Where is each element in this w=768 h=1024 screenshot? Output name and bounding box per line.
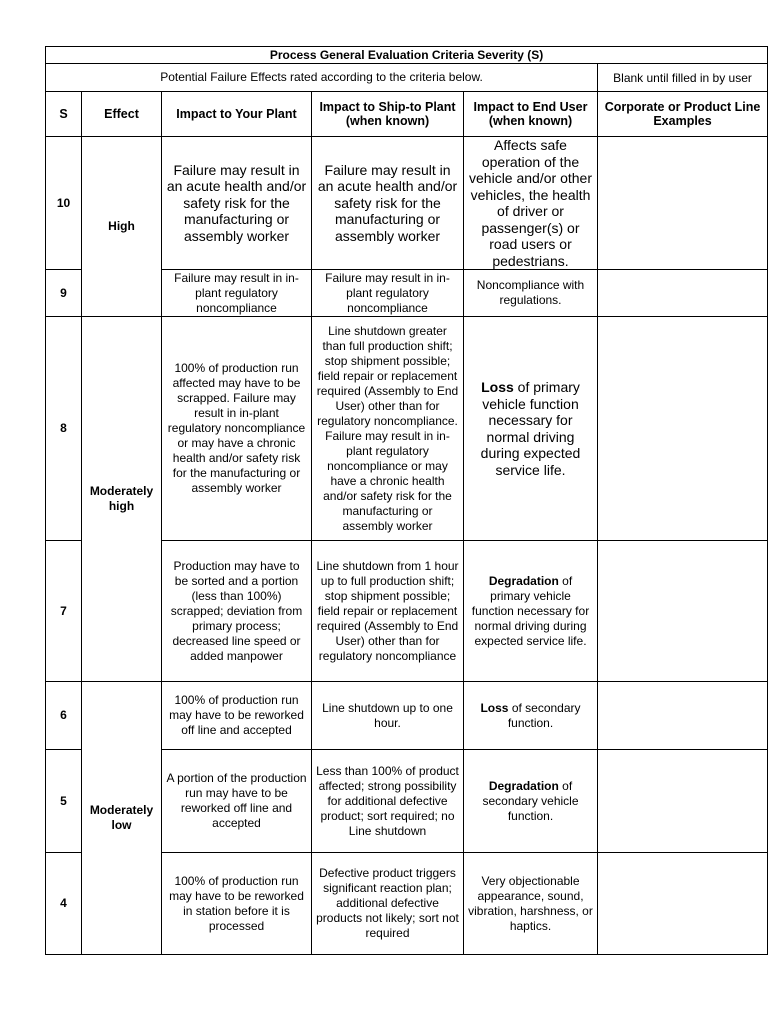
severity-value: 6 (46, 682, 82, 750)
corp-examples[interactable] (598, 137, 768, 270)
ship-impact: Line shutdown greater than full production shift; stop shipment possible; field repair or replacement required (Assembly to End User) other than for regulatory noncompliance. Failure may result in in-plant regulatory noncompliance or may have a chronic health and/or safety risk for the manufacturing or assembly worker (312, 317, 464, 541)
corp-examples[interactable] (598, 317, 768, 541)
user-impact-keyword: Degradation (488, 573, 559, 588)
plant-impact: 100% of production run affected may have to be scrapped. Failure may result in in-plant regulatory noncompliance or may have a chronic health and/or safety risk for the manufacturing or assembly worker (162, 317, 312, 541)
plant-impact: A portion of the production run may have to be reworked off line and accepted (162, 750, 312, 853)
header-plant: Impact to Your Plant (162, 92, 312, 137)
header-ship: Impact to Ship-to Plant (when known) (312, 92, 464, 137)
corp-examples[interactable] (598, 270, 768, 317)
ship-impact: Line shutdown from 1 hour up to full production shift; stop shipment possible; field repair or replacement required (Assembly to End User) other than for regulatory noncompliance (312, 541, 464, 682)
table-row (46, 137, 768, 270)
plant-impact: 100% of production run may have to be reworked in station before it is processed (162, 853, 312, 955)
user-impact-keyword: Loss (480, 700, 509, 715)
ship-impact: Defective product triggers significant reaction plan; additional defective products not likely; sort not required (312, 853, 464, 955)
user-impact (464, 750, 598, 853)
severity-value: 5 (46, 750, 82, 853)
user-impact: Affects safe operation of the vehicle and/or other vehicles, the health of driver or passenger(s) or road users or pedestrians. (464, 137, 598, 270)
user-impact-text: of primary vehicle function necessary for normal driving during expected service life. (471, 573, 590, 648)
table-subtitle: Potential Failure Effects rated according to the criteria below. (46, 64, 598, 92)
user-impact: Very objectionable appearance, sound, vibration, harshness, or haptics. (464, 853, 598, 955)
user-impact-keyword: Loss (481, 379, 514, 395)
user-impact-keyword: Degradation (488, 778, 559, 793)
header-effect: Effect (82, 92, 162, 137)
header-corp: Corporate or Product Line Examples (598, 92, 768, 137)
ship-impact: Failure may result in in-plant regulatory noncompliance (312, 270, 464, 317)
ship-impact: Less than 100% of product affected; strong possibility for additional defective product; sort required; no Line shutdown (312, 750, 464, 853)
plant-impact: 100% of production run may have to be reworked off line and accepted (162, 682, 312, 750)
severity-value: 8 (46, 317, 82, 541)
severity-table (45, 46, 768, 955)
corp-examples[interactable] (598, 682, 768, 750)
effect-moderately-low: Moderately low (82, 682, 162, 955)
severity-value: 4 (46, 853, 82, 955)
corp-examples[interactable] (598, 541, 768, 682)
ship-impact: Failure may result in an acute health and/or safety risk for the manufacturing or assembly worker (312, 137, 464, 270)
user-impact-text: of primary vehicle function necessary for normal driving during expected service life. (480, 379, 581, 478)
severity-value: 10 (46, 137, 82, 270)
user-impact-text: of secondary function. (507, 700, 581, 730)
table-row (46, 682, 768, 750)
effect-high: High (82, 137, 162, 317)
user-impact (464, 682, 598, 750)
user-impact (464, 317, 598, 541)
header-user: Impact to End User (when known) (464, 92, 598, 137)
blank-note: Blank until filled in by user (598, 64, 768, 92)
corp-examples[interactable] (598, 750, 768, 853)
user-impact-text: of secondary vehicle function. (482, 778, 579, 823)
plant-impact: Production may have to be sorted and a portion (less than 100%) scrapped; deviation from primary process; decreased line speed or added manpower (162, 541, 312, 682)
severity-value: 9 (46, 270, 82, 317)
user-impact (464, 541, 598, 682)
table-title: Process General Evaluation Criteria Severity (S) (46, 47, 768, 64)
header-s: S (46, 92, 82, 137)
user-impact: Noncompliance with regulations. (464, 270, 598, 317)
plant-impact: Failure may result in in-plant regulatory noncompliance (162, 270, 312, 317)
severity-value: 7 (46, 541, 82, 682)
plant-impact: Failure may result in an acute health and/or safety risk for the manufacturing or assembly worker (162, 137, 312, 270)
corp-examples[interactable] (598, 853, 768, 955)
ship-impact: Line shutdown up to one hour. (312, 682, 464, 750)
table-row (46, 317, 768, 541)
effect-moderately-high: Moderately high (82, 317, 162, 682)
